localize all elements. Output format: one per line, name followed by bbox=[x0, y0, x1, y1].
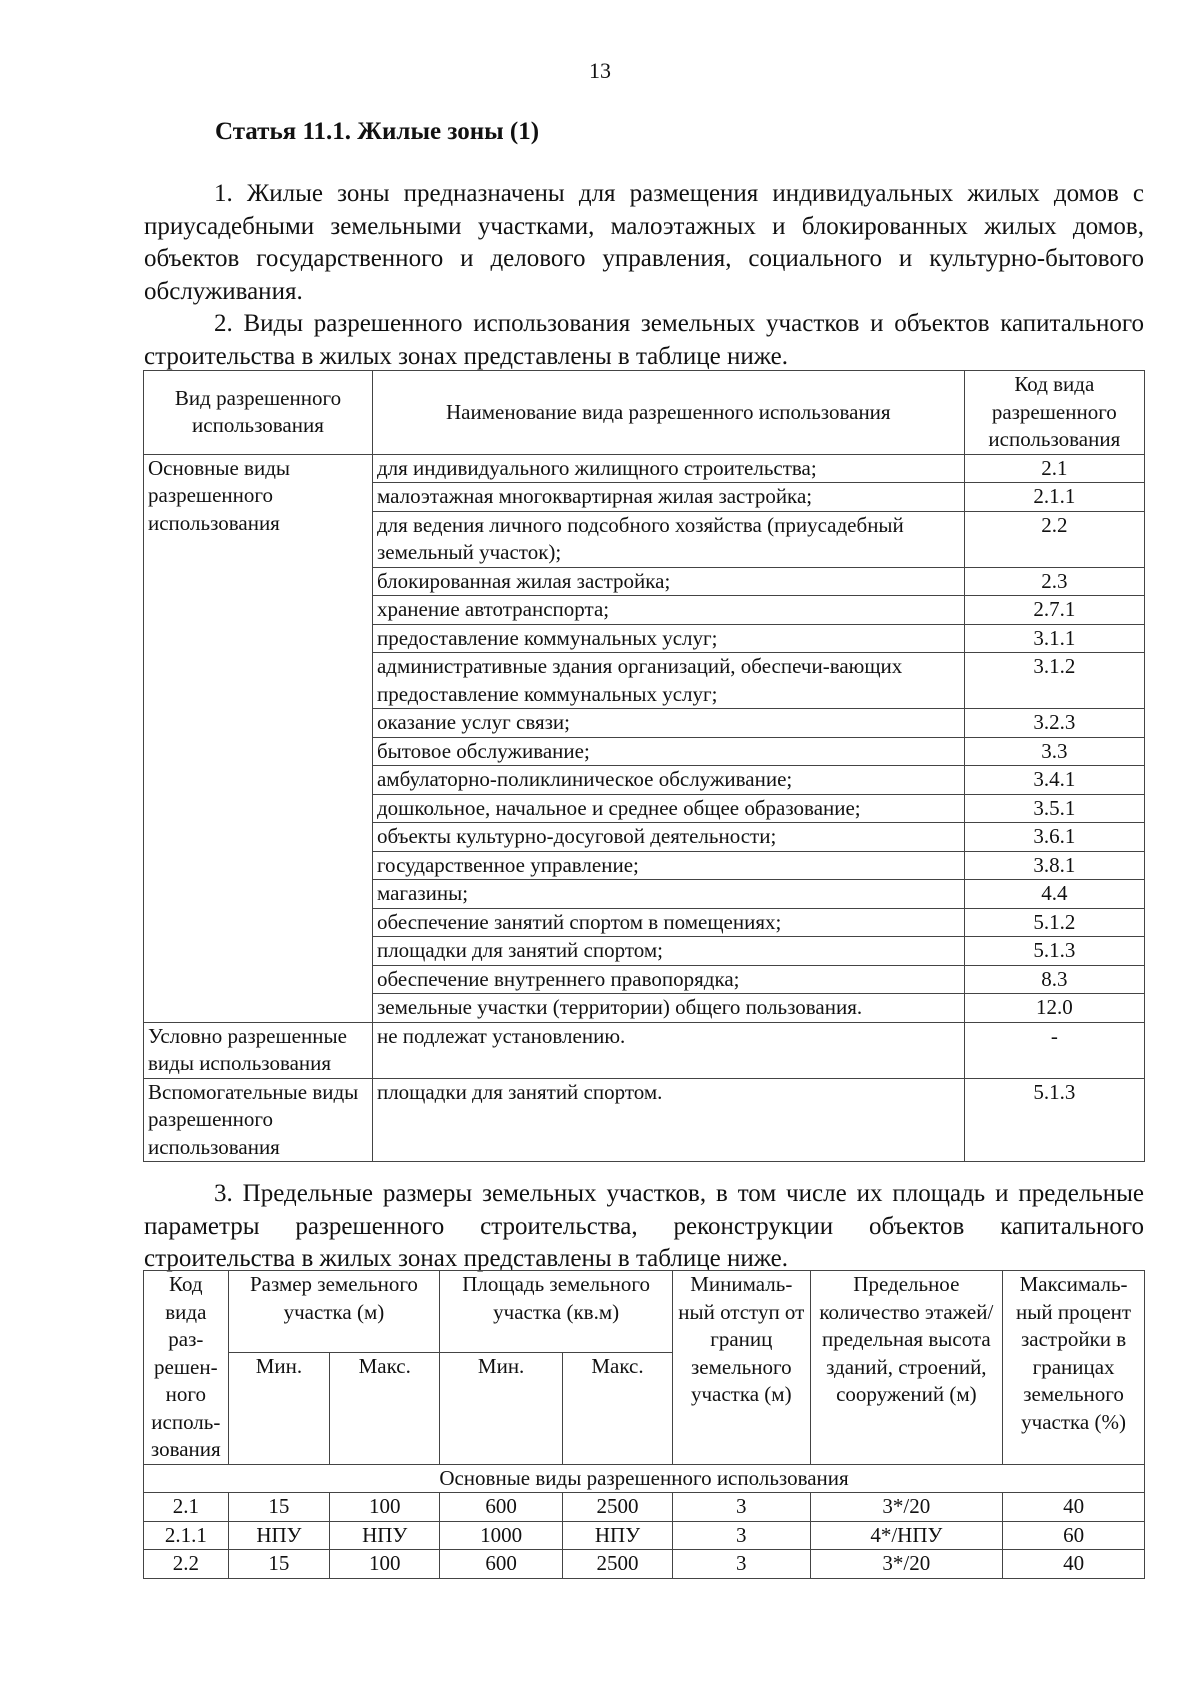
use-name: оказание услуг связи; bbox=[372, 709, 964, 738]
use-name: земельные участки (территории) общего пользования. bbox=[372, 994, 964, 1023]
use-name: предоставление коммунальных услуг; bbox=[372, 624, 964, 653]
table-cell: 1000 bbox=[440, 1521, 563, 1550]
use-name: площадки для занятий спортом. bbox=[372, 1078, 964, 1162]
use-name: бытовое обслуживание; bbox=[372, 737, 964, 766]
use-code: 5.1.3 bbox=[964, 937, 1144, 966]
use-code: 12.0 bbox=[964, 994, 1144, 1023]
use-code: 3.3 bbox=[964, 737, 1144, 766]
section-label: Основные виды разрешенного использования bbox=[144, 1464, 1145, 1493]
table-cell: НПУ bbox=[562, 1521, 672, 1550]
table-row bbox=[144, 1521, 1145, 1550]
use-code: 3.1.2 bbox=[964, 653, 1144, 709]
table-cell: НПУ bbox=[330, 1521, 440, 1550]
header-area: Площадь земельного участка (кв.м) bbox=[440, 1271, 673, 1353]
header-area-max: Макс. bbox=[562, 1352, 672, 1464]
header-size: Размер земельного участка (м) bbox=[228, 1271, 440, 1353]
header-use-name: Наименование вида разрешенного использования bbox=[372, 371, 964, 455]
header-size-min: Мин. bbox=[228, 1352, 330, 1464]
table-cell: 2500 bbox=[562, 1550, 672, 1579]
table-cell: 2.1.1 bbox=[144, 1521, 229, 1550]
permitted-use-table bbox=[143, 370, 1145, 1162]
use-code: 3.8.1 bbox=[964, 851, 1144, 880]
header-coverage: Максималь-ный процент застройки в границах земельного участка (%) bbox=[1003, 1271, 1145, 1465]
use-name: магазины; bbox=[372, 880, 964, 909]
use-name: не подлежат установлению. bbox=[372, 1022, 964, 1078]
use-name: малоэтажная многоквартирная жилая застройка; bbox=[372, 483, 964, 512]
use-code: 8.3 bbox=[964, 965, 1144, 994]
use-code: 5.1.2 bbox=[964, 908, 1144, 937]
page-number: 13 bbox=[589, 58, 611, 83]
table-cell: 100 bbox=[330, 1493, 440, 1522]
table-cell: 3*/20 bbox=[810, 1550, 1003, 1579]
use-group-label: Основные виды разрешенного использования bbox=[144, 454, 373, 1022]
table-cell: 2.2 bbox=[144, 1550, 229, 1579]
use-name: блокированная жилая застройка; bbox=[372, 567, 964, 596]
use-code: 5.1.3 bbox=[964, 1078, 1144, 1162]
header-use-code: Код вида разрешенного использования bbox=[964, 371, 1144, 455]
table-cell: 60 bbox=[1003, 1521, 1145, 1550]
use-name: государственное управление; bbox=[372, 851, 964, 880]
paragraph-1: 1. Жилые зоны предназначены для размещения индивидуальных жилых домов с приусадебными земельными участками, малоэтажных и блокированных жилых домов, объектов государственного и делового управления, социального и культурно-бытового обслуживания. bbox=[144, 180, 1144, 305]
table-cell: 3 bbox=[673, 1521, 811, 1550]
paragraph-2: 2. Виды разрешенного использования земельных участков и объектов капитального строительства в жилых зонах представлены в таблице ниже. bbox=[144, 310, 1144, 370]
table-cell: 40 bbox=[1003, 1493, 1145, 1522]
use-name: дошкольное, начальное и среднее общее образование; bbox=[372, 794, 964, 823]
use-name: для индивидуального жилищного строительства; bbox=[372, 454, 964, 483]
article-heading: Статья 11.1. Жилые зоны (1) bbox=[215, 118, 540, 145]
table-cell: НПУ bbox=[228, 1521, 330, 1550]
table-cell: 2.1 bbox=[144, 1493, 229, 1522]
table-row bbox=[144, 1022, 1145, 1078]
use-group-label: Условно разрешенные виды использования bbox=[144, 1022, 373, 1078]
header-floors: Предельное количество этажей/ предельная высота зданий, строений, сооружений (м) bbox=[810, 1271, 1003, 1465]
table-cell: 100 bbox=[330, 1550, 440, 1579]
use-name: обеспечение внутреннего правопорядка; bbox=[372, 965, 964, 994]
table-cell: 600 bbox=[440, 1493, 563, 1522]
limit-parameters-table bbox=[143, 1270, 1145, 1579]
use-name: для ведения личного подсобного хозяйства (приусадебный земельный участок); bbox=[372, 511, 964, 567]
use-code: 2.2 bbox=[964, 511, 1144, 567]
use-code: - bbox=[964, 1022, 1144, 1078]
use-group-label: Вспомогательные виды разрешенного использования bbox=[144, 1078, 373, 1162]
use-name: амбулаторно-поликлиническое обслуживание; bbox=[372, 766, 964, 795]
table-cell: 4*/НПУ bbox=[810, 1521, 1003, 1550]
use-name: объекты культурно-досуговой деятельности; bbox=[372, 823, 964, 852]
use-code: 2.1.1 bbox=[964, 483, 1144, 512]
use-code: 4.4 bbox=[964, 880, 1144, 909]
header-code: Код вида раз-решен-ного исполь-зования bbox=[144, 1271, 229, 1465]
use-name: площадки для занятий спортом; bbox=[372, 937, 964, 966]
table-row bbox=[144, 454, 1145, 483]
use-code: 2.3 bbox=[964, 567, 1144, 596]
table-cell: 3 bbox=[673, 1493, 811, 1522]
header-min-setback: Минималь-ный отступ от границ земельного участка (м) bbox=[673, 1271, 811, 1465]
table-cell: 15 bbox=[228, 1550, 330, 1579]
table-cell: 3 bbox=[673, 1550, 811, 1579]
header-area-min: Мин. bbox=[440, 1352, 563, 1464]
use-code: 3.1.1 bbox=[964, 624, 1144, 653]
table-cell: 2500 bbox=[562, 1493, 672, 1522]
header-use-type: Вид разрешенного использования bbox=[144, 371, 373, 455]
table-cell: 3*/20 bbox=[810, 1493, 1003, 1522]
use-code: 2.1 bbox=[964, 454, 1144, 483]
table-row bbox=[144, 1078, 1145, 1162]
use-name: административные здания организаций, обеспечи-вающих предоставление коммунальных услуг; bbox=[372, 653, 964, 709]
use-code: 3.6.1 bbox=[964, 823, 1144, 852]
paragraph-3: 3. Предельные размеры земельных участков, в том числе их площадь и предельные параметры разрешенного строительства, реконструкции объектов капитального строительства в жилых зонах представлены в таблице ниже. bbox=[144, 1180, 1144, 1272]
header-size-max: Макс. bbox=[330, 1352, 440, 1464]
use-code: 2.7.1 bbox=[964, 596, 1144, 625]
use-code: 3.5.1 bbox=[964, 794, 1144, 823]
use-name: обеспечение занятий спортом в помещениях; bbox=[372, 908, 964, 937]
use-code: 3.4.1 bbox=[964, 766, 1144, 795]
use-code: 3.2.3 bbox=[964, 709, 1144, 738]
table-cell: 600 bbox=[440, 1550, 563, 1579]
table-cell: 15 bbox=[228, 1493, 330, 1522]
table-cell: 40 bbox=[1003, 1550, 1145, 1579]
table-row bbox=[144, 1493, 1145, 1522]
use-name: хранение автотранспорта; bbox=[372, 596, 964, 625]
table-row bbox=[144, 1550, 1145, 1579]
